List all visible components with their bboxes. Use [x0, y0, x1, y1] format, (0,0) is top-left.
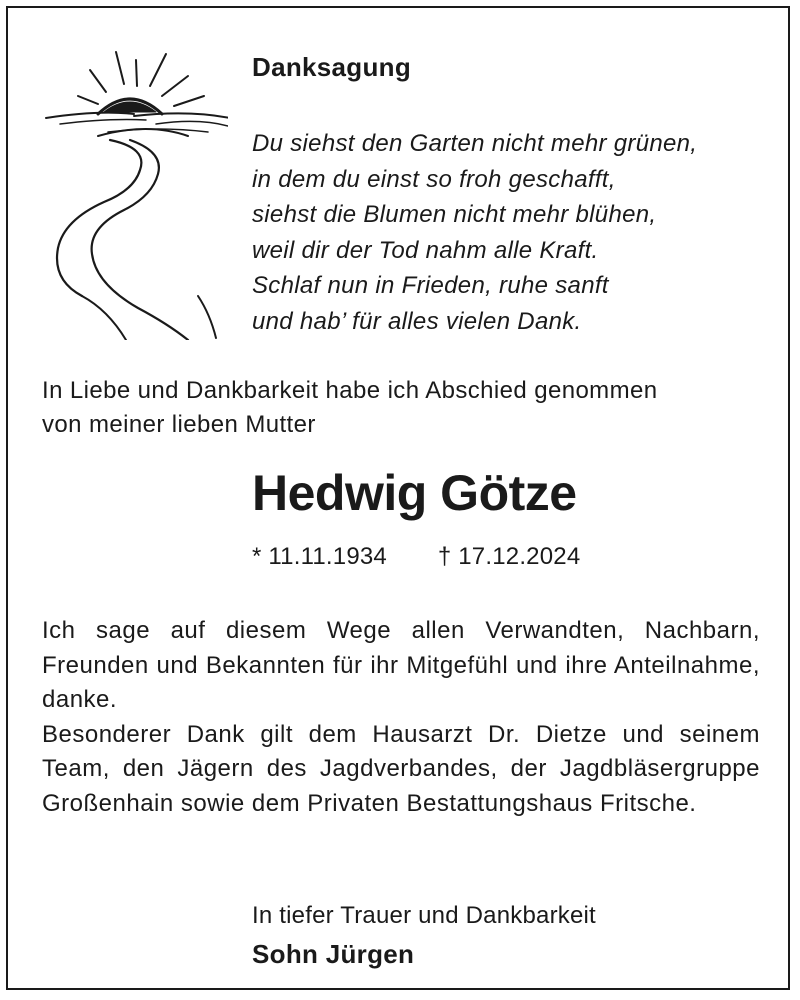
poem-line: Schlaf nun in Frieden, ruhe sanft — [252, 272, 609, 299]
thanks-paragraph: Ich sage auf diesem Wege allen Verwandten, Nachbarn, Freunden und Bekannten für ihr Mitgefühl und ihre Anteilnahme, danke. — [42, 617, 760, 713]
deceased-name: Hedwig Götze — [252, 465, 577, 521]
life-dates — [252, 543, 580, 571]
signature: Sohn Jürgen — [252, 939, 415, 969]
birth-date: * 11.11.1934 — [252, 543, 387, 570]
poem-line: siehst die Blumen nicht mehr blühen, — [252, 201, 657, 228]
poem-line: und hab’ für alles vielen Dank. — [252, 307, 582, 335]
heading: Danksagung — [252, 52, 412, 82]
obituary-card — [6, 6, 790, 990]
poem-line: weil dir der Tod nahm alle Kraft. — [252, 236, 599, 264]
intro-text — [42, 374, 657, 442]
closing-line: In tiefer Trauer und Dankbarkeit — [252, 902, 596, 929]
poem-line: Du siehst den Garten nicht mehr grünen, — [252, 130, 698, 157]
thanks-paragraph: Besonderer Dank gilt dem Hausarzt Dr. Dietze und seinem Team, den Jägern des Jagdverbandes, der Jagdbläsergruppe Großenhain sowie dem Privaten Bestattungshaus Fritsche. — [42, 720, 760, 817]
intro-line: von meiner lieben Mutter — [42, 411, 316, 438]
death-date: † 17.12.2024 — [437, 543, 581, 570]
poem — [252, 126, 697, 339]
intro-line: In Liebe und Dankbarkeit habe ich Abschied genommen — [42, 377, 658, 404]
poem-line: in dem du einst so froh geschafft, — [252, 165, 616, 193]
sunset-path-icon — [38, 40, 228, 340]
thanks-text — [42, 614, 760, 821]
